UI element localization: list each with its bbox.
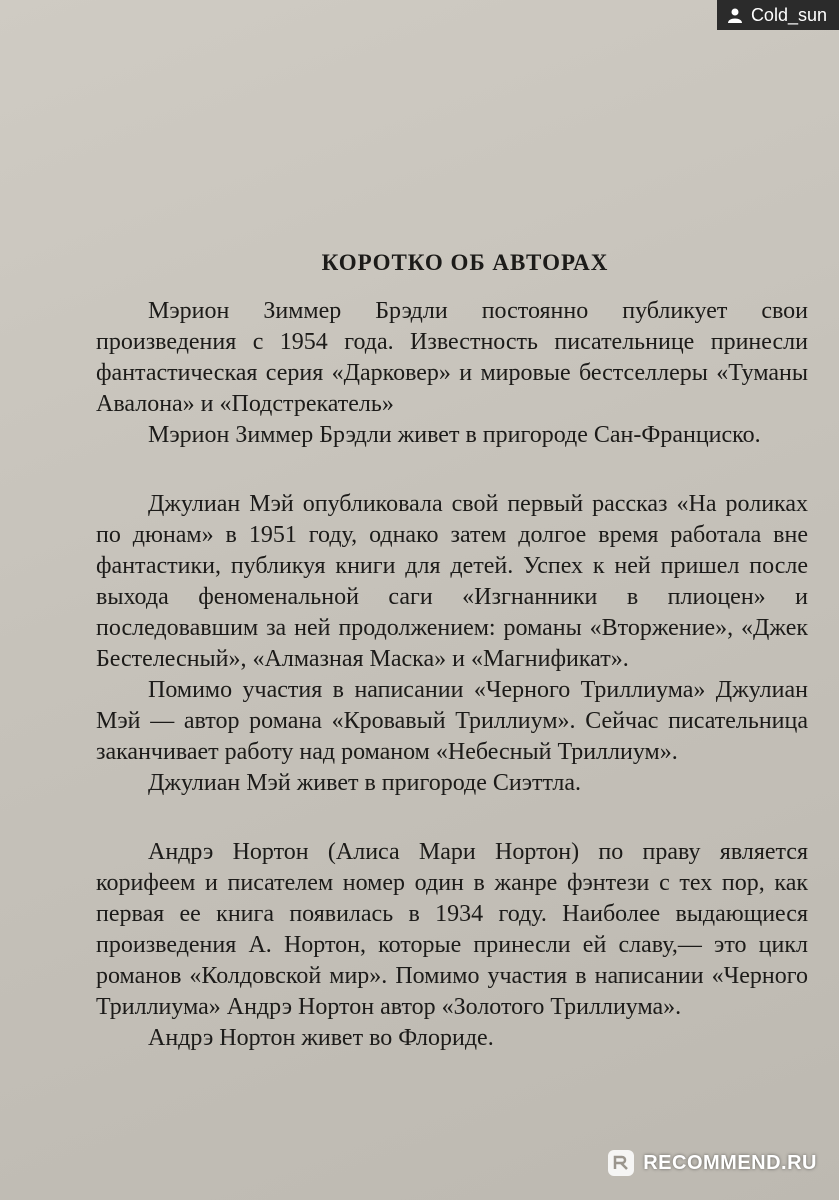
spacer: [96, 451, 808, 489]
paragraph-bradley-1: Мэрион Зиммер Брэдли постоянно публикует свои произведения с 1954 года. Известность писательнице принесли фантастическая серия «Дарковер» и мировые бестселлеры «Туманы Авалона» и «Подстрекатель»: [96, 298, 808, 417]
book-page: [96, 250, 808, 1054]
site-watermark: [607, 1146, 817, 1180]
paragraph-norton-1: Андрэ Нортон (Алиса Мари Нортон) по праву является корифеем и писателем номер один в жанре фэнтези с тех пор, как первая ее книга появилась в 1934 году. Наиболее выдающиеся произведения А. Нортон, которые принесли ей славу,— это цикл романов «Колдовской мир». Помимо участия в написании «Черного Триллиума» Андрэ Нортон автор «Золотого Триллиума».: [96, 839, 808, 1020]
username-text: Cold_sun: [750, 5, 827, 25]
section-title: КОРОТКО ОБ АВТОРАХ: [321, 250, 609, 275]
paragraph-bradley-2: Мэрион Зиммер Брэдли живет в пригороде Сан-Франциско.: [148, 422, 761, 448]
spacer: [96, 799, 808, 837]
paragraph-may-1: Джулиан Мэй опубликовала свой первый рассказ «На роликах по дюнам» в 1951 году, однако затем долгое время работала вне фантастики, публикуя книги для детей. Успех к ней пришел после выхода феноменальной саги «Изгнанники в плиоцен» и последовавшим за ней продолжением: романы «Вторжение», «Джек Бестелесный», «Алмазная Маска» и «Магнификат».: [96, 491, 808, 672]
user-icon: [727, 7, 743, 23]
recommend-logo-icon: [607, 1149, 635, 1177]
watermark-username: [717, 0, 839, 30]
paragraph-norton-2: Андрэ Нортон живет во Флориде.: [148, 1025, 494, 1051]
paragraph-may-2: Помимо участия в написании «Черного Триллиума» Джулиан Мэй — автор романа «Кровавый Триллиум». Сейчас писательница заканчивает работу над романом «Небесный Триллиум».: [96, 677, 808, 765]
site-name: RECOMMEND.RU: [643, 1151, 817, 1174]
paragraph-may-3: Джулиан Мэй живет в пригороде Сиэттла.: [148, 770, 582, 796]
